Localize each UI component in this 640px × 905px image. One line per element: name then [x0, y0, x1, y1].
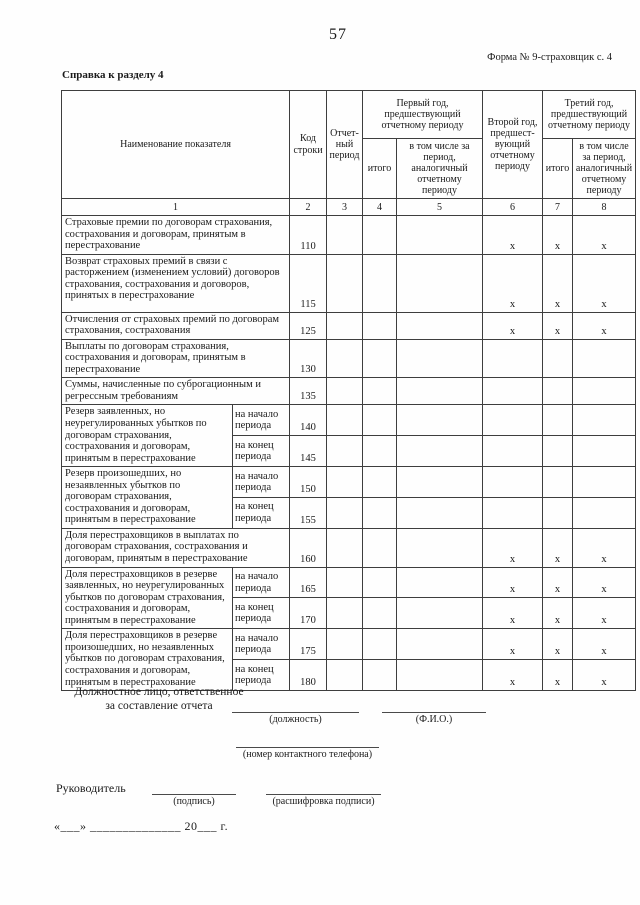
value-cell: x — [483, 660, 543, 691]
value-cell — [363, 598, 397, 629]
position-caption: (должность) — [269, 714, 322, 725]
row-code: 115 — [290, 254, 327, 312]
value-cell — [363, 436, 397, 467]
table-row — [62, 254, 636, 312]
row-name: Страховые премии по договорам страхования, сострахования и договорам, принятым в перестрахование — [62, 216, 290, 255]
head-label: Руководитель — [56, 781, 126, 795]
row-code: 175 — [290, 629, 327, 660]
value-cell — [573, 378, 636, 405]
row-code: 130 — [290, 339, 327, 378]
value-cell: x — [483, 629, 543, 660]
column-number-7: 7 — [543, 199, 573, 216]
value-cell — [483, 405, 543, 436]
section-title: Справка к разделу 4 — [62, 69, 164, 81]
value-cell — [327, 312, 363, 339]
table-row — [62, 528, 636, 567]
row-name: Возврат страховых премий в связи с расторжением (изменением условий) договоров страхования, сострахования и договоров, принятых в перестрахование — [62, 254, 290, 312]
reference-table — [61, 90, 636, 691]
header-reporting-period: Отчет-ный период — [327, 91, 363, 199]
header-itogo-first: итого — [363, 139, 397, 199]
row-code: 140 — [290, 405, 327, 436]
form-label: Форма № 9-страховщик с. 4 — [487, 52, 612, 63]
value-cell — [397, 339, 483, 378]
value-cell — [363, 378, 397, 405]
sign-signature-line — [152, 794, 236, 808]
value-cell: x — [483, 216, 543, 255]
value-cell — [543, 378, 573, 405]
signature-footer — [0, 686, 640, 866]
value-cell — [397, 254, 483, 312]
row-code: 135 — [290, 378, 327, 405]
row-code: 155 — [290, 498, 327, 529]
value-cell: x — [573, 254, 636, 312]
value-cell — [573, 467, 636, 498]
table-row — [62, 567, 636, 598]
value-cell — [543, 498, 573, 529]
row-name: Отчисления от страховых премий по договорам страхования, сострахования — [62, 312, 290, 339]
value-cell — [363, 254, 397, 312]
value-cell: x — [483, 312, 543, 339]
row-name: Выплаты по договорам страхования, сострахования и договорам, принятым в перестрахование — [62, 339, 290, 378]
value-cell: x — [543, 567, 573, 598]
value-cell — [573, 498, 636, 529]
value-cell: x — [543, 312, 573, 339]
value-cell — [573, 405, 636, 436]
value-cell — [397, 598, 483, 629]
transcript-signature-line — [266, 794, 381, 808]
value-cell: x — [543, 598, 573, 629]
value-cell: x — [573, 598, 636, 629]
period-label: на конец периода — [233, 598, 290, 629]
header-including-first: в том числе за период, аналогичный отчетному периоду — [397, 139, 483, 199]
value-cell: x — [543, 216, 573, 255]
page-number: 57 — [329, 26, 347, 43]
value-cell — [397, 405, 483, 436]
value-cell: x — [573, 629, 636, 660]
row-name: Доля перестраховщиков в резерве заявленных, но неурегулированных убытков по договорам страхования, сострахования и договорам, принятым в перестрахование — [62, 567, 233, 629]
value-cell — [363, 467, 397, 498]
value-cell — [363, 498, 397, 529]
value-cell — [397, 629, 483, 660]
transcript-caption: (расшифровка подписи) — [272, 796, 375, 807]
table-row — [62, 629, 636, 660]
value-cell — [397, 216, 483, 255]
period-label: на конец периода — [233, 660, 290, 691]
value-cell: x — [543, 254, 573, 312]
value-cell — [327, 378, 363, 405]
table-row — [62, 405, 636, 436]
value-cell — [327, 339, 363, 378]
value-cell — [573, 436, 636, 467]
row-code: 145 — [290, 436, 327, 467]
header-itogo-third: итого — [543, 139, 573, 199]
value-cell — [483, 436, 543, 467]
value-cell: x — [483, 528, 543, 567]
row-name: Резерв заявленных, но неурегулированных убытков по договорам страхования, сострахования и договорам, принятым в перестрахование — [62, 405, 233, 467]
period-label: на конец периода — [233, 436, 290, 467]
value-cell — [327, 254, 363, 312]
value-cell — [363, 629, 397, 660]
period-label: на начало периода — [233, 629, 290, 660]
value-cell — [543, 339, 573, 378]
row-code: 160 — [290, 528, 327, 567]
value-cell: x — [543, 660, 573, 691]
period-label: на начало периода — [233, 567, 290, 598]
value-cell — [397, 436, 483, 467]
value-cell — [363, 405, 397, 436]
official-label-line1: Должностное лицо, ответственное — [74, 686, 244, 698]
value-cell — [327, 629, 363, 660]
official-label-line2: за составление отчета — [105, 699, 213, 712]
column-number-6: 6 — [483, 199, 543, 216]
value-cell — [363, 528, 397, 567]
header-first-year-group: Первый год, предшествующий отчетному периоду — [363, 91, 483, 139]
value-cell: x — [483, 598, 543, 629]
table-row — [62, 378, 636, 405]
column-number-1: 1 — [62, 199, 290, 216]
table-row — [62, 467, 636, 498]
column-number-5: 5 — [397, 199, 483, 216]
value-cell — [543, 405, 573, 436]
row-name: Доля перестраховщиков в резерве произошедших, но незаявленных убытков по договорам страхования, сострахования и договорам, принятым в перестрахование — [62, 629, 233, 691]
phone-caption: (номер контактного телефона) — [242, 749, 373, 760]
value-cell — [573, 339, 636, 378]
value-cell — [327, 467, 363, 498]
value-cell — [363, 339, 397, 378]
value-cell: x — [543, 629, 573, 660]
value-cell — [327, 498, 363, 529]
date-line: «___» ______________ 20___ г. — [54, 819, 229, 833]
period-label: на начало периода — [233, 467, 290, 498]
value-cell — [397, 567, 483, 598]
value-cell — [327, 436, 363, 467]
official-label — [56, 686, 262, 713]
position-signature-line — [232, 712, 359, 726]
row-code: 110 — [290, 216, 327, 255]
column-number-2: 2 — [290, 199, 327, 216]
value-cell — [327, 216, 363, 255]
value-cell — [397, 498, 483, 529]
period-label: на начало периода — [233, 405, 290, 436]
row-name: Резерв произошедших, но незаявленных убытков по договорам страхования, сострахования и договорам, принятым в перестрахование — [62, 467, 233, 529]
value-cell: x — [573, 660, 636, 691]
value-cell — [483, 378, 543, 405]
header-code: Код строки — [290, 91, 327, 199]
value-cell: x — [573, 216, 636, 255]
value-cell — [363, 567, 397, 598]
value-cell — [363, 312, 397, 339]
value-cell — [397, 467, 483, 498]
value-cell — [483, 498, 543, 529]
sign-caption: (подпись) — [173, 796, 215, 807]
value-cell — [327, 598, 363, 629]
header-second-year: Второй год, предшест-вующий отчетному периоду — [483, 91, 543, 199]
value-cell — [483, 467, 543, 498]
row-name: Доля перестраховщиков в выплатах по договорам страхования, сострахования и договорам, принятым в перестрахование — [62, 528, 290, 567]
column-number-3: 3 — [327, 199, 363, 216]
value-cell: x — [573, 312, 636, 339]
column-number-8: 8 — [573, 199, 636, 216]
phone-signature-line — [236, 747, 379, 761]
row-code: 170 — [290, 598, 327, 629]
value-cell — [327, 405, 363, 436]
header-third-year-group: Третий год, предшествующий отчетному периоду — [543, 91, 636, 139]
value-cell — [543, 467, 573, 498]
value-cell — [483, 339, 543, 378]
value-cell: x — [543, 528, 573, 567]
row-code: 150 — [290, 467, 327, 498]
value-cell — [397, 378, 483, 405]
value-cell: x — [573, 528, 636, 567]
table-row — [62, 216, 636, 255]
value-cell: x — [573, 567, 636, 598]
fio-caption: (Ф.И.О.) — [415, 714, 453, 725]
value-cell — [397, 528, 483, 567]
table-row — [62, 312, 636, 339]
header-name: Наименование показателя — [62, 91, 290, 199]
value-cell — [397, 312, 483, 339]
value-cell: x — [483, 567, 543, 598]
row-code: 165 — [290, 567, 327, 598]
fio-signature-line — [382, 712, 486, 726]
value-cell: x — [483, 254, 543, 312]
row-code: 180 — [290, 660, 327, 691]
column-number-4: 4 — [363, 199, 397, 216]
period-label: на конец периода — [233, 498, 290, 529]
value-cell — [327, 567, 363, 598]
table-row — [62, 339, 636, 378]
row-name: Суммы, начисленные по суброгационным и регрессным требованиям — [62, 378, 290, 405]
row-code: 125 — [290, 312, 327, 339]
value-cell — [543, 436, 573, 467]
header-including-third: в том числе за период, аналогичный отчетному периоду — [573, 139, 636, 199]
value-cell — [363, 216, 397, 255]
value-cell — [327, 528, 363, 567]
